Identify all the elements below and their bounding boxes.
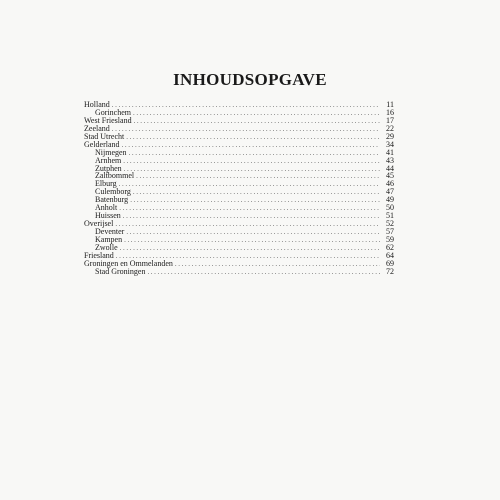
toc-entry-page: 16: [386, 107, 394, 117]
toc-entry-page: 57: [386, 227, 394, 236]
toc-entry-label: Huissen: [95, 211, 121, 221]
dot-leader: [175, 261, 380, 269]
dot-leader: [119, 205, 380, 213]
dot-leader: [115, 221, 380, 229]
toc-entry: [84, 188, 394, 196]
toc-entry-page: 62: [386, 242, 394, 252]
dot-leader: [134, 118, 380, 126]
dot-leader: [130, 197, 380, 205]
toc-entry: [84, 220, 394, 228]
toc-entry-page: 45: [386, 171, 394, 181]
dot-leader: [129, 150, 380, 158]
dot-leader: [126, 229, 380, 237]
toc-entry-page: 52: [386, 219, 394, 229]
dot-leader: [112, 102, 380, 110]
toc-entry-page: 43: [386, 155, 394, 165]
dot-leader: [133, 110, 380, 118]
toc-entry-label: Elburg: [95, 179, 117, 189]
toc-entry-label: Zwolle: [95, 242, 118, 252]
dot-leader: [147, 269, 380, 277]
toc-entry-page: 46: [386, 179, 394, 189]
toc-entry: [84, 204, 394, 212]
toc-entry-label: Holland: [84, 100, 110, 109]
toc-entry-label: Arnhem: [95, 155, 122, 165]
dot-leader: [122, 142, 380, 150]
toc-entry-page: 17: [386, 115, 394, 125]
toc-entry: [84, 141, 394, 149]
toc-entry: [84, 228, 394, 236]
toc-entry-label: Zaltbommel: [95, 171, 135, 181]
toc-entry-page: 49: [386, 195, 394, 205]
toc-entry-page: 22: [386, 123, 394, 133]
toc-entry-page: 51: [386, 211, 394, 221]
toc-entry-page: 44: [386, 163, 394, 173]
dot-leader: [133, 189, 380, 197]
toc-entry-label: Groningen en Ommelanden: [84, 258, 173, 268]
toc-entry: [84, 212, 394, 220]
toc-entry: [84, 196, 394, 204]
toc-entry-page: 41: [386, 147, 394, 157]
toc-entry-label: Stad Groningen: [95, 266, 146, 276]
toc-entry-page: 69: [386, 258, 394, 268]
toc-entry-label: Batenburg: [95, 195, 129, 205]
toc-entry-page: 47: [386, 187, 394, 197]
toc-entry-page: 50: [386, 203, 394, 213]
toc-entry-label: West Friesland: [84, 115, 132, 125]
toc-entry-label: Friesland: [84, 250, 114, 260]
toc-entry-label: Stad Utrecht: [84, 131, 125, 141]
toc-entry-label: Gelderland: [84, 139, 120, 149]
toc-entry-label: Culemborg: [95, 187, 131, 197]
dot-leader: [124, 237, 380, 245]
dot-leader: [123, 158, 380, 166]
dot-leader: [120, 245, 380, 253]
dot-leader: [126, 134, 380, 142]
toc-entry-page: 11: [386, 100, 394, 109]
table-of-contents: [84, 101, 394, 276]
toc-entry: [84, 157, 394, 165]
toc-entry: [84, 244, 394, 252]
toc-entry-label: Nijmegen: [95, 147, 127, 157]
toc-entry-page: 72: [386, 266, 394, 276]
toc-entry: [84, 236, 394, 244]
dot-leader: [123, 213, 380, 221]
dot-leader: [112, 126, 380, 134]
toc-entry-label: Zeeland: [84, 123, 110, 133]
dot-leader: [119, 181, 380, 189]
dot-leader: [136, 173, 380, 181]
toc-entry-label: Deventer: [95, 227, 125, 236]
toc-entry: [84, 268, 394, 276]
toc-entry: [84, 172, 394, 180]
toc-entry-label: Zutphen: [95, 163, 122, 173]
toc-entry-label: Overijsel: [84, 219, 114, 229]
page-title: INHOUDSOPGAVE: [173, 70, 327, 89]
toc-entry: [84, 117, 394, 125]
toc-entry-page: 64: [386, 250, 394, 260]
toc-entry-label: Anholt: [95, 203, 118, 213]
dot-leader: [124, 166, 380, 174]
toc-entry: [84, 133, 394, 141]
toc-entry-label: Kampen: [95, 234, 123, 244]
toc-entry-page: 59: [386, 234, 394, 244]
toc-entry: [84, 125, 394, 133]
toc-entry-page: 29: [386, 131, 394, 141]
toc-entry: [84, 149, 394, 157]
toc-entry-label: Gorinchem: [95, 107, 131, 117]
toc-entry-page: 34: [386, 139, 394, 149]
